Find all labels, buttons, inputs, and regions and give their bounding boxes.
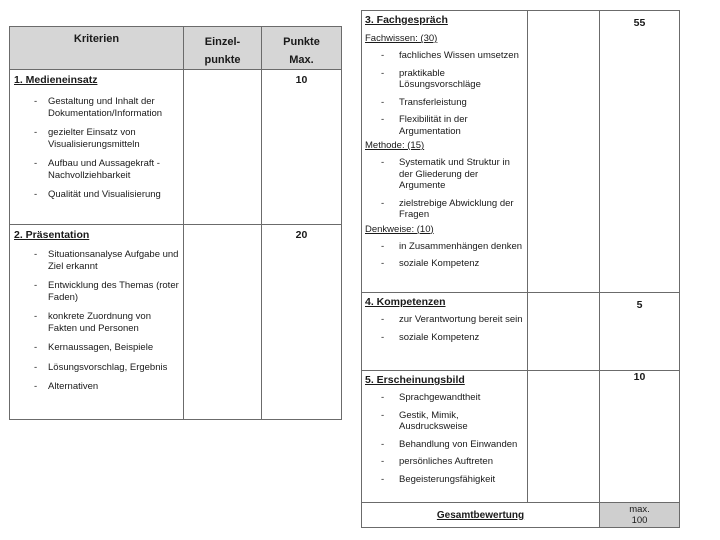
list-item: - Aufbau und Aussagekraft - Nachvollziehbarkeit [14, 158, 179, 181]
list-item: - Qualität und Visualisierung [14, 189, 179, 201]
list-item: - Systematik und Struktur in der Gliederung der Argumente [365, 157, 523, 192]
criteria-list [365, 157, 523, 221]
list-item: - Gestaltung und Inhalt der Dokumentation/Information [14, 96, 179, 119]
header-kriterien: Kriterien [10, 27, 184, 70]
section-kompetenzen [362, 293, 528, 371]
list-item: - praktikable Lösungsvorschläge [365, 68, 523, 91]
criteria-table-left [9, 26, 342, 420]
criteria-list [365, 241, 523, 270]
list-item: - Flexibilität in der Argumentation [365, 114, 523, 137]
list-item: - zur Verantwortung bereit sein [365, 314, 523, 326]
list-item: - soziale Kompetenz [365, 258, 523, 270]
list-item: - persönliches Auftreten [365, 456, 523, 468]
criteria-table-right [361, 10, 680, 528]
einzelpunkte-cell [184, 70, 262, 225]
section-title: 5. Erscheinungsbild [365, 374, 465, 386]
group-label: Methode: (15) [365, 140, 425, 151]
list-item: - Lösungsvorschlag, Ergebnis [14, 362, 179, 374]
max-points: 10 [633, 371, 646, 383]
header-punkte-max: Punkte Max. [262, 27, 342, 70]
group-label: Fachwissen: (30) [365, 33, 438, 44]
section-praesentation [10, 225, 184, 420]
list-item: - konkrete Zuordnung von Fakten und Personen [14, 311, 179, 334]
section-title: 2. Präsentation [14, 229, 90, 241]
points-cell [262, 225, 342, 420]
points-cell [600, 371, 680, 503]
list-item: - Situationsanalyse Aufgabe und Ziel erkannt [14, 249, 179, 272]
section-title: 3. Fachgespräch [365, 14, 448, 26]
criteria-list [365, 50, 523, 137]
header-einzelpunkte: Einzel- punkte [184, 27, 262, 70]
criteria-list [14, 96, 179, 201]
list-item: - fachliches Wissen umsetzen [365, 50, 523, 62]
list-item: - gezielter Einsatz von Visualisierungsmitteln [14, 127, 179, 150]
list-item: - Entwicklung des Themas (roter Faden) [14, 280, 179, 303]
list-item: - zielstrebige Abwicklung der Fragen [365, 198, 523, 221]
einzelpunkte-cell [528, 293, 600, 371]
section-medieneinsatz [10, 70, 184, 225]
list-item: - Sprachgewandtheit [365, 392, 523, 404]
section-fachgespraech [362, 11, 528, 293]
section-erscheinungsbild [362, 371, 528, 503]
criteria-list [365, 392, 523, 485]
max-total: max. 100 [600, 503, 680, 528]
einzelpunkte-cell [184, 225, 262, 420]
list-item: - Gestik, Mimik, Ausdrucksweise [365, 410, 523, 433]
max-points: 5 [636, 299, 643, 311]
list-item: - Transferleistung [365, 97, 523, 109]
max-points: 55 [633, 17, 646, 29]
max-points: 10 [295, 74, 308, 86]
list-item: - soziale Kompetenz [365, 332, 523, 344]
section-title: 1. Medieneinsatz [14, 74, 98, 86]
einzelpunkte-cell [528, 371, 600, 503]
criteria-list [365, 314, 523, 343]
max-points: 20 [295, 229, 308, 241]
list-item: - in Zusammenhängen denken [365, 241, 523, 253]
list-item: - Kernaussagen, Beispiele [14, 342, 179, 354]
points-cell [600, 293, 680, 371]
points-cell [262, 70, 342, 225]
section-title: 4. Kompetenzen [365, 296, 446, 308]
group-label: Denkweise: (10) [365, 223, 434, 235]
points-cell [600, 11, 680, 293]
list-item: - Alternativen [14, 381, 179, 393]
criteria-list [14, 249, 179, 393]
gesamtbewertung: Gesamtbewertung [362, 503, 600, 528]
einzelpunkte-cell [528, 11, 600, 293]
list-item: - Behandlung von Einwanden [365, 439, 523, 451]
list-item: - Begeisterungsfähigkeit [365, 474, 523, 486]
